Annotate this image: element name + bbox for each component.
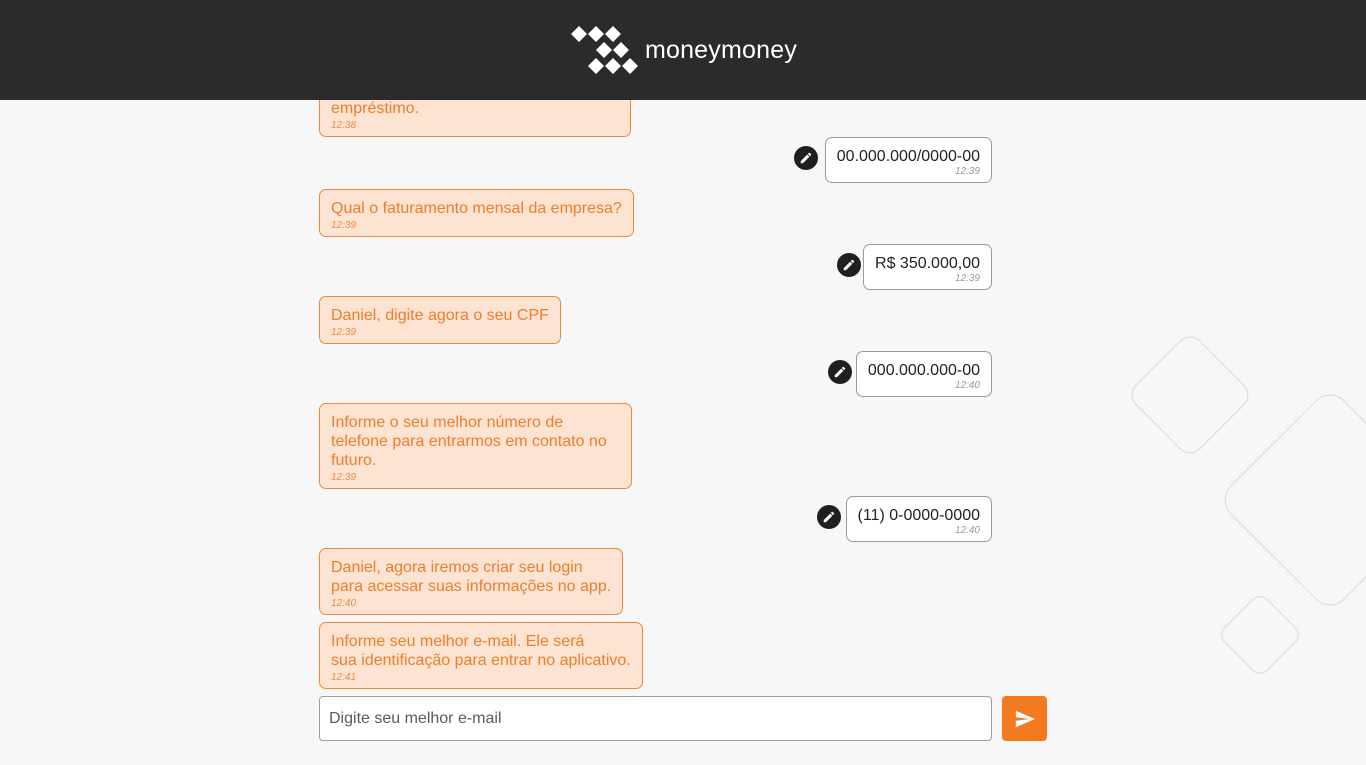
user-message	[825, 137, 992, 183]
user-message	[856, 351, 992, 397]
message-time: 12:38	[331, 120, 357, 131]
message-time: 12:39	[954, 273, 980, 284]
brand-name: moneymoney	[644, 35, 798, 64]
pencil-icon	[833, 365, 847, 379]
message-text: Daniel, digite agora o seu CPF	[331, 307, 549, 324]
message-text: 000.000.000-00	[867, 362, 980, 379]
edit-answer-button[interactable]	[817, 505, 841, 529]
message-text: Informe seu melhor e-mail. Ele será sua identificação para entrar no aplicativo.	[331, 633, 631, 669]
message-time: 12:41	[331, 672, 357, 683]
email-input[interactable]	[319, 696, 992, 741]
message-text: Informe o seu melhor número de telefone para entrarmos em contato no futuro.	[331, 414, 607, 469]
edit-answer-button[interactable]	[837, 253, 861, 277]
user-message	[863, 244, 992, 290]
message-text: 00.000.000/0000-00	[836, 148, 980, 165]
message-text: (11) 0-0000-0000	[857, 507, 980, 524]
message-time: 12:39	[954, 166, 980, 177]
message-text: Daniel, agora iremos criar seu login para acessar suas informações no app.	[331, 559, 612, 595]
pencil-icon	[822, 510, 836, 524]
message-time: 12:39	[331, 472, 357, 483]
edit-answer-button[interactable]	[794, 146, 818, 170]
logo-mark-icon	[569, 24, 639, 76]
message-text: empréstimo.	[331, 100, 420, 117]
message-text: R$ 350.000,00	[875, 255, 980, 272]
bot-message	[319, 622, 643, 689]
brand-logo[interactable]	[569, 24, 797, 76]
send-icon	[1014, 708, 1036, 730]
message-text: Qual o faturamento mensal da empresa?	[331, 200, 622, 217]
message-time: 12:39	[331, 220, 357, 231]
app-header	[0, 0, 1366, 100]
bot-message	[319, 296, 561, 344]
pencil-icon	[799, 151, 813, 165]
send-button[interactable]	[1002, 696, 1047, 741]
message-time: 12:39	[331, 327, 357, 338]
message-time: 12:40	[954, 525, 980, 536]
bot-message	[319, 403, 632, 489]
chat-thread[interactable]	[319, 100, 992, 690]
message-time: 12:40	[954, 380, 980, 391]
bot-message	[319, 189, 634, 237]
background-diamonds-decoration	[1100, 320, 1366, 680]
pencil-icon	[842, 258, 856, 272]
user-message	[846, 496, 992, 542]
bot-message	[319, 548, 623, 615]
edit-answer-button[interactable]	[828, 360, 852, 384]
message-time: 12:40	[331, 598, 357, 609]
